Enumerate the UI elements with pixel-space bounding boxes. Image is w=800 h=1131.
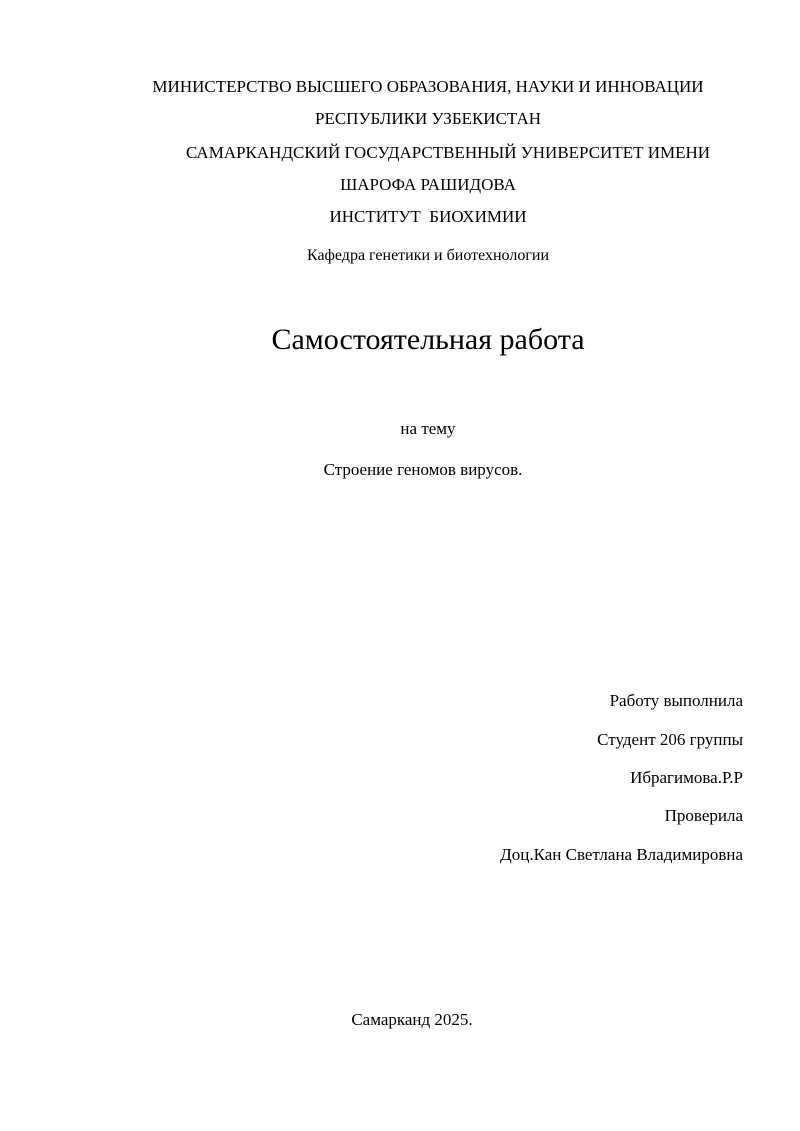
student-name: Ибрагимова.Р.Р bbox=[630, 768, 743, 787]
work-title: Самостоятельная работа bbox=[271, 323, 585, 356]
university-line-1: САМАРКАНДСКИЙ ГОСУДАРСТВЕННЫЙ УНИВЕРСИТЕТ ИМЕНИ bbox=[185, 143, 711, 162]
city-year: Самарканд 2025. bbox=[351, 1010, 473, 1029]
checker-name: Доц.Кан Светлана Владимировна bbox=[500, 845, 743, 864]
performed-by-label: Работу выполнила bbox=[609, 691, 743, 710]
checked-by-label: Проверила bbox=[664, 806, 743, 825]
topic-text: Строение геномов вирусов. bbox=[323, 460, 523, 479]
university-line-2: ШАРОФА РАШИДОВА bbox=[340, 175, 516, 194]
ministry-line-2: РЕСПУБЛИКИ УЗБЕКИСТАН bbox=[314, 109, 542, 128]
department-name: Кафедра генетики и биотехнологии bbox=[306, 247, 550, 264]
student-group: Студент 206 группы bbox=[597, 730, 743, 749]
topic-prefix: на тему bbox=[400, 419, 456, 438]
institute-name: ИНСТИТУТ БИОХИМИИ bbox=[329, 207, 527, 226]
ministry-line-1: МИНИСТЕРСТВО ВЫСШЕГО ОБРАЗОВАНИЯ, НАУКИ И ИННОВАЦИИ bbox=[152, 77, 704, 96]
